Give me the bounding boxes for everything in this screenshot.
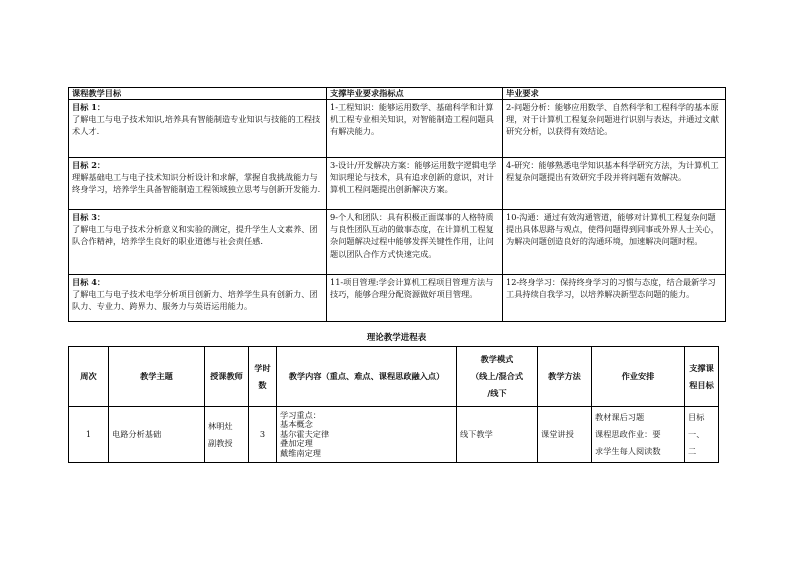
indicator-cell: 9-个人和团队：具有积极正面谋事的人格特质与良性团队互动的做事态度，在计算机工程复杂问题解决过程中能够发挥关键性作用，让问题以团队合作方式快速完成。 <box>327 210 503 275</box>
objective-cell <box>69 158 327 210</box>
mode-cell: 线下教学 <box>457 407 538 463</box>
objective-title: 目标 3： <box>72 212 106 222</box>
assignment-cell <box>592 407 685 463</box>
header-indicator: 支撑毕业要求指标点 <box>327 88 503 100</box>
header-graduation-requirement: 毕业要求 <box>503 88 726 100</box>
header-content: 教学内容（重点、难点、课程思政融入点） <box>277 347 457 407</box>
objective-row <box>69 210 726 275</box>
header-mode-line: （线上/混合式 <box>470 371 524 381</box>
schedule-header-row <box>69 347 719 407</box>
indicator-cell: 11-项目管理:学会计算机工程项目管理方法与技巧，能够合理分配资源做好项目管理。 <box>327 275 503 322</box>
header-week: 周次 <box>69 347 109 407</box>
teacher-cell <box>205 407 249 463</box>
requirement-cell: 2-问题分析：能够应用数学、自然科学和工程科学的基本原理，对于计算机工程复杂问题进行识别与表达，并通过文献研究分析，以获得有效结论。 <box>503 100 726 158</box>
header-teacher: 授课教师 <box>205 347 249 407</box>
teacher-name: 林明灶 <box>208 420 233 431</box>
support-cell <box>685 407 719 463</box>
objective-cell <box>69 210 327 275</box>
objectives-header-row <box>69 88 726 100</box>
indicator-cell: 1-工程知识：能够运用数学、基础科学和计算机工程专业相关知识，对智能制造工程问题具有解决能力。 <box>327 100 503 158</box>
content-line: 基尔霍夫定律 <box>280 428 330 439</box>
objective-text: 理解基础电工与电子技术知识分析设计和求解，掌握自我挑战能力与终身学习，培养学生具备智能制造工程领域独立思考与创新开发能力. <box>72 172 321 195</box>
header-course-objective: 课程教学目标 <box>69 88 327 100</box>
schedule-title: 理论教学进程表 <box>366 333 427 343</box>
header-mode-line: /线下 <box>487 388 507 398</box>
support-line: 目标一、 <box>688 412 705 439</box>
content-line: 基本概念 <box>280 419 313 430</box>
indicator-cell: 3-设计/开发解决方案：能够运用数字逻辑电学知识理论与技术，具有追求创新的意识，对计算机工程问题提出创新解决方案。 <box>327 158 503 210</box>
content-line: 学习重点： <box>280 409 321 420</box>
objectives-table <box>68 87 726 322</box>
header-hours: 学时数 <box>249 347 277 407</box>
assignment-line: 教材课后习题 <box>595 412 645 422</box>
hours-cell: 3 <box>249 407 277 463</box>
objective-row <box>69 275 726 322</box>
assignment-line: 求学生每人阅读数 <box>595 446 661 456</box>
objective-cell <box>69 100 327 158</box>
objective-text: 了解电工与电子技术知识,培养具有智能制造专业知识与技能的工程技术人才. <box>72 114 321 137</box>
header-method: 教学方法 <box>538 347 592 407</box>
objective-text: 了解电工与电子技术电学分析项目创新力、培养学生具有创新力、团队力、专业力、跨界力、服务力与英语运用能力。 <box>72 289 318 312</box>
content-cell <box>277 407 457 463</box>
objective-text: 了解电工与电子技术分析意义和实验的测定，提升学生人文素养、团队合作精神，培养学生良好的职业道德与社会责任感. <box>72 224 318 247</box>
header-mode-line: 教学模式 <box>480 354 514 364</box>
teacher-title: 副教授 <box>208 437 233 448</box>
schedule-table <box>68 346 719 463</box>
header-mode <box>457 347 538 407</box>
objective-cell <box>69 275 327 322</box>
objective-row <box>69 158 726 210</box>
requirement-cell: 12-终身学习：保持终身学习的习惯与态度，结合最新学习工具持续自我学习，以培养解决新型态问题的能力。 <box>503 275 726 322</box>
objective-title: 目标 4： <box>72 277 106 287</box>
requirement-cell: 4-研究：能够熟悉电学知识基本科学研究方法，为计算机工程复杂问题提出有效研究手段并将问题有效解决。 <box>503 158 726 210</box>
content-line: 叠加定理 <box>280 438 313 449</box>
header-support: 支撑课程目标 <box>685 347 719 407</box>
objective-row <box>69 100 726 158</box>
requirement-cell: 10-沟通：通过有效沟通管道，能够对计算机工程复杂问题提出具体思路与观点，使得问题得到同事或外界人士关心，为解决问题创造良好的沟通环境，加速解决问题时程。 <box>503 210 726 275</box>
header-assignment: 作业安排 <box>592 347 685 407</box>
objective-title: 目标 2： <box>72 160 106 170</box>
header-topic: 教学主题 <box>109 347 205 407</box>
content-line: 戴维南定理 <box>280 447 321 458</box>
week-cell: 1 <box>69 407 109 463</box>
topic-cell: 电路分析基础 <box>109 407 205 463</box>
objective-title: 目标 1： <box>72 102 106 112</box>
assignment-line: 课程思政作业：要 <box>595 429 661 439</box>
method-cell: 课堂讲授 <box>538 407 592 463</box>
schedule-row <box>69 407 719 463</box>
support-line: 二 <box>688 446 697 456</box>
